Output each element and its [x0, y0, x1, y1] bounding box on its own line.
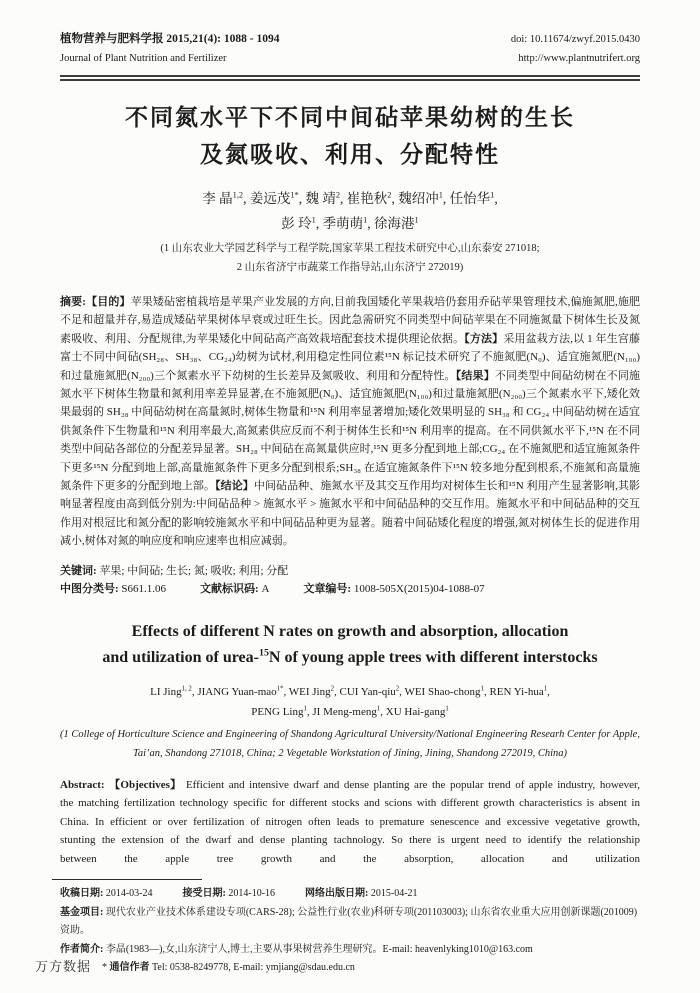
footnote-block: [60, 885, 640, 978]
accepted-date: 接受日期: 2014-10-16: [182, 888, 276, 900]
author-bio: 作者简介: 李晶(1983—),女,山东济宁人,博士,主要从事果树营养生理研究。E-mail: heavenlyking1010@163.com: [60, 943, 533, 955]
wanfang-watermark: 万方数据: [35, 959, 92, 974]
article-title-cn: [60, 99, 640, 173]
abstract-en: Abstract: 【Objectives】 Efficient and intensive dwarf and dense planting are the popular trend of apple industry, however, the matching fertilization technology specific for different stocks and scions with different growth characteristics is absent in China. In efficient or over fertilization of nitrogen often leads to premature senescence and excessive vegetative growth, stunting the extension of the dwarf and dense planting tachnology. So there is urgent need to identify the relationship between the apple tree growth and the absorption, allocation and utilization: [60, 778, 641, 865]
header-right: [511, 30, 640, 68]
authors-en: [60, 682, 640, 722]
article-title-en-line2: and utilization of urea-$^{15}$N of young apple trees with different interstocks: [102, 647, 598, 666]
received-date: 收稿日期: 2014-03-24: [60, 888, 153, 900]
journal-citation-cn: 植物营养与肥料学报 2015,21(4): 1088 - 1094: [60, 33, 280, 45]
article-title-en-line1: Effects of different N rates on growth and absorption, allocation: [131, 622, 569, 640]
affiliation-cn: [60, 239, 640, 277]
affiliation-en-line1: (1 College of Horticulture Science and Engineering of Shandong Agricultural University/National Engineering Researh Center for Apple,: [60, 728, 640, 740]
authors-en-line2: PENG Ling$^1$, JI Meng-meng$^1$, XU Hai-gang$^1$: [251, 704, 449, 718]
affiliation-cn-line2: 2 山东省济宁市蔬菜工作指导站,山东济宁 272019): [236, 262, 464, 273]
authors-en-line1: LI Jing$^{1, 2}$, JIANG Yuan-mao$^{1*}$, WEI Jing$^2$, CUI Yan-qiu$^2$, WEI Shao-chong$^1$, REN Yi-hua$^1$,: [150, 684, 550, 698]
authors-cn-line2: 彭 玲$^1$, 季萌萌$^1$, 徐海港$^1$: [281, 215, 419, 231]
footnote-rule: [52, 879, 202, 880]
header-rule: [60, 75, 640, 81]
classification-line: [60, 580, 640, 598]
keywords-line: 关键词: 苹果; 中间砧; 生长; 氮; 吸收; 利用; 分配: [60, 564, 289, 577]
affiliation-en: [60, 725, 640, 763]
page-header: [60, 30, 640, 68]
funding-info: 基金项目: 现代农业产业技术体系建设专项(CARS-28); 公益性行业(农业)科研专项(201103003); 山东省农业重大应用创新课题(201009) 资助。: [60, 906, 638, 937]
document-code: 文献标识码: A: [200, 583, 270, 596]
online-date: 网络出版日期: 2015-04-21: [305, 888, 418, 900]
article-title-en: [60, 619, 640, 671]
article-title-cn-line2: 及氮吸收、利用、分配特性: [200, 141, 500, 167]
footnote-dates: [60, 885, 640, 904]
affiliation-en-line2: Tai’an, Shandong 271018, China; 2 Vegetable Workstation of Jining, Jining, Shandong 272019, China): [132, 747, 568, 759]
doi-text: doi: 10.11674/zwyf.2015.0430: [510, 34, 640, 45]
article-id: 文章编号: 1008-505X(2015)04-1088-07: [303, 583, 485, 596]
clc-number: 中图分类号: S661.1.06: [60, 583, 167, 596]
authors-cn: [60, 186, 640, 236]
journal-url: http://www.plantnutrifert.org: [518, 53, 640, 64]
authors-cn-line1: 李 晶$^{1,2}$, 姜远茂$^{1*}$, 魏 靖$^2$, 崔艳秋$^2$, 魏绍冲$^1$, 任怡华$^1$,: [202, 190, 498, 206]
abstract-cn: 摘要:【目的】苹果矮砧密植栽培是苹果产业发展的方向,目前我国矮化苹果栽培仍套用乔砧苹果管理技术,偏施氮肥,施肥不足和超量并存,易造成矮砧苹果树体早衰或过旺生长。因此急需研究不同类型中间砧苹果在不同施氮量下树体生长及氮素吸收、利用、分配规律,为苹果矮化中间砧高产高效栽培配套技术提供理论依据。【方法】采用盆栽方法,以 1 年生宫藤富士不同中间砧(SH₂₈、SH₃₈、CG₂₄)幼树为试材,利用稳定性同位素¹⁵N 标记技术研究了不施氮肥(N₀)、适宜施氮肥(N₁₀₀)和过量施氮肥(N₂₀₀)三个氮素水平下幼树的生长差异及氮吸收、利用和分配特性。【结果】不同类型中间砧幼树在不同施氮水平下树体生物量和氮利用率差异显著,在不施氮肥(N₀)、适宜施氮肥(N₁₀₀)和过量施氮肥(N₂₀₀)三个氮素水平下,矮化效果最弱的 SH₂₈ 中间砧幼树在高量氮时,树体生物量和¹⁵N 利用率显著增加;矮化效果明显的 SH₃₈ 和 CG₂₄ 中间砧幼树在适宜供氮条件下生物量和¹⁵N 利用率最大,高氮素供应反而不利于树体生长和¹⁵N 利用率的提高。在不同供氮水平下,¹⁵N 在不同类型中间砧各部位的分配差异显著。SH₂₈ 中间砧在高氮量供应时,¹⁵N 更多分配到地上部;CG₂₄ 在不施氮肥和适宜施氮条件下更多¹⁵N 分配到地上部,高量施氮条件下更多分配到根系;SH₃₈ 在适宜施氮条件下¹⁵N 较多地分配到根系,不施氮和高量施氮条件下更多的分配到地上部。【结论】中间砧品种、施氮水平及其交互作用均对树体生长和¹⁵N 利用产生显著影响,其影响显著程度由高到低分别为:中间砧品种 > 施氮水平 > 施氮水平和中间砧品种的交互作用。施氮水平和中间砧品种的交互作用对根冠比和氮分配的影响较施氮水平和中间砧品种更为显著。随着中间砧矮化程度的增强,氮对树体生长的促进作用减小,树体对氮的响应度和响应速率也相应减弱。: [60, 296, 641, 548]
article-title-cn-line1: 不同氮水平下不同中间砧苹果幼树的生长: [125, 104, 575, 130]
affiliation-cn-line1: (1 山东农业大学园艺科学与工程学院,国家苹果工程技术研究中心,山东泰安 271018;: [160, 243, 540, 254]
journal-name-en: Journal of Plant Nutrition and Fertilizer: [60, 53, 227, 64]
header-left: [60, 30, 279, 68]
corresponding-author: * 通信作者 Tel: 0538-8249778, E-mail: ymjiang@sdau.edu.cn: [102, 962, 355, 974]
